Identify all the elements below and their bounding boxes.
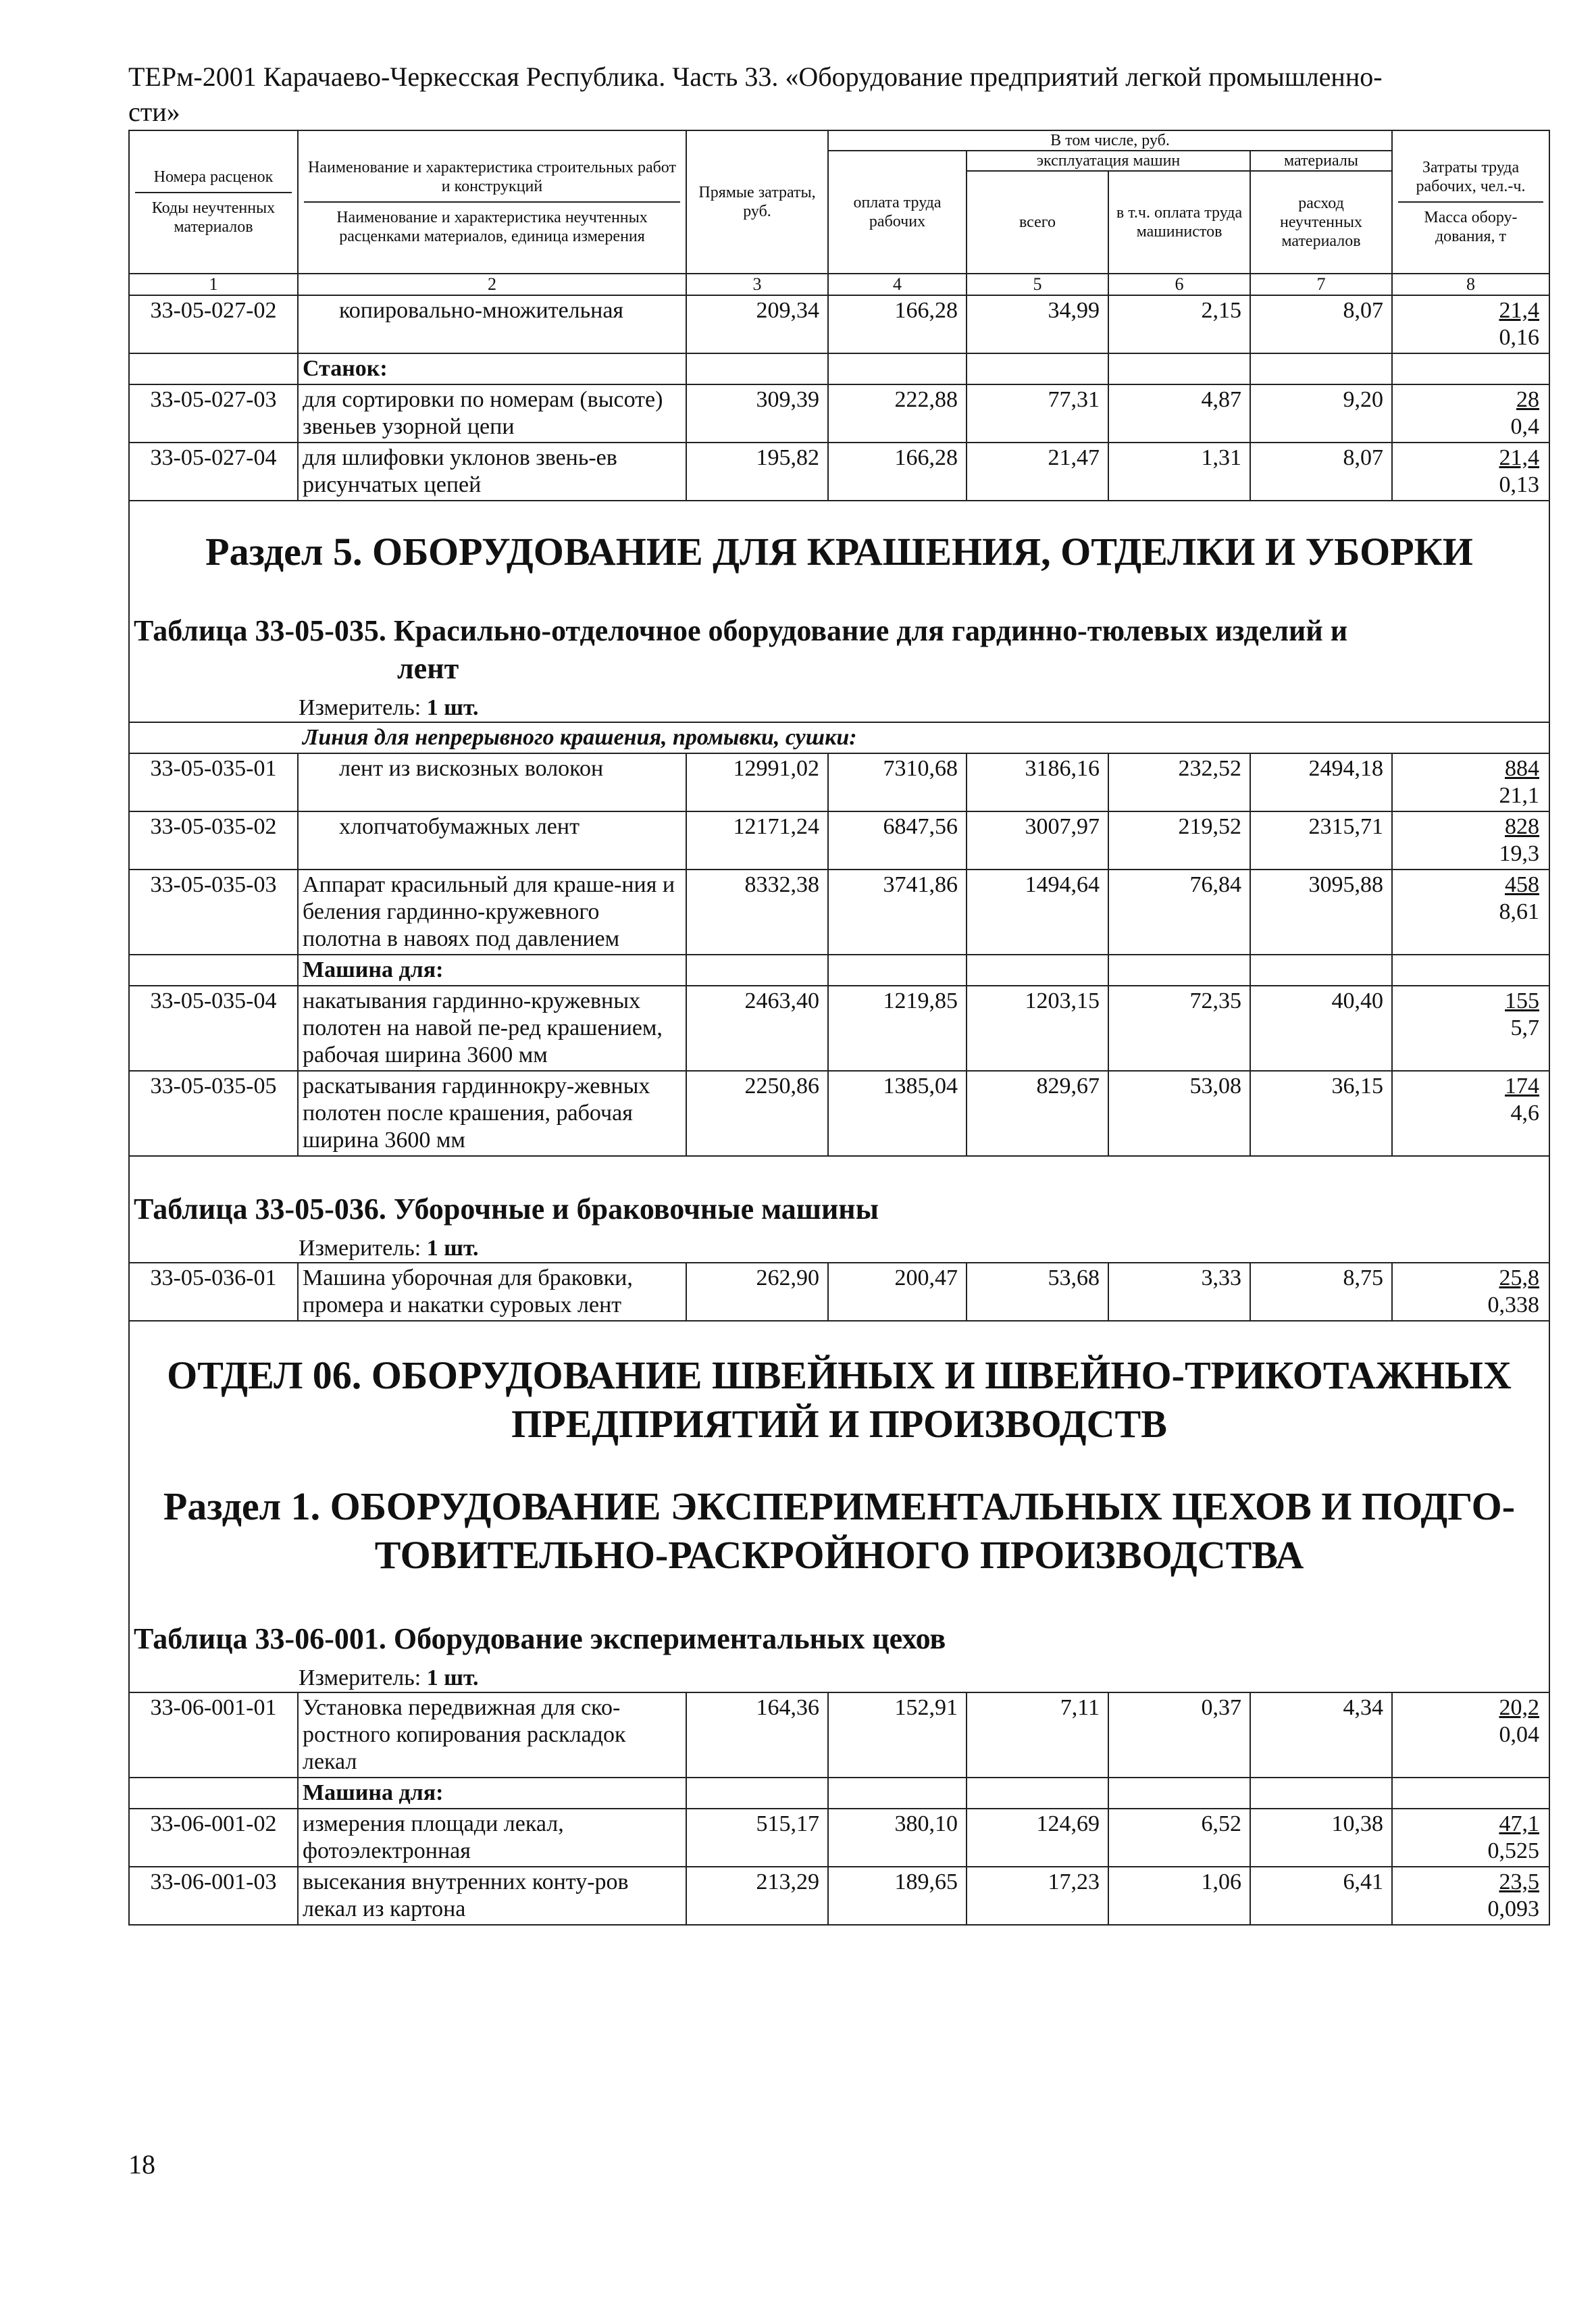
machine-total-value: 21,47 (967, 443, 1108, 501)
group-label: Станок: (298, 353, 686, 384)
direct-costs-value: 209,34 (686, 295, 828, 353)
mass-value: 0,04 (1499, 1722, 1539, 1747)
operators-pay-value: 3,33 (1108, 1263, 1250, 1321)
workers-pay-value: 222,88 (828, 384, 967, 443)
materials-value: 10,38 (1250, 1809, 1392, 1867)
mass-value: 0,13 (1499, 472, 1539, 497)
col-head-labor: Затраты труда рабочих, чел.-ч. Масса обору-дования, т (1392, 130, 1549, 274)
row-code: 33-05-035-03 (129, 870, 298, 955)
col-head-machine-use: эксплуатация машин (967, 151, 1250, 171)
table-001-title: Таблица 33-06-001. Оборудование экспериментальных цехов (134, 1622, 946, 1655)
workers-pay-value: 380,10 (828, 1809, 967, 1867)
labor-mass-cell (1392, 295, 1549, 353)
workers-pay-value: 200,47 (828, 1263, 967, 1321)
machine-total-value: 53,68 (967, 1263, 1108, 1321)
table-row (129, 811, 1549, 870)
materials-value: 2315,71 (1250, 811, 1392, 870)
col-number: 6 (1108, 274, 1250, 295)
labor-mass-cell (1392, 986, 1549, 1071)
row-code: 33-05-027-02 (129, 295, 298, 353)
materials-value: 3095,88 (1250, 870, 1392, 955)
table-row (129, 295, 1549, 353)
direct-costs-value: 8332,38 (686, 870, 828, 955)
col-head-including: В том числе, руб. (828, 130, 1392, 151)
section-row (129, 501, 1549, 722)
mass-value: 4,6 (1510, 1101, 1539, 1126)
operators-pay-value: 72,35 (1108, 986, 1250, 1071)
table-001-measure: Измеритель: 1 шт. (299, 1665, 479, 1690)
machine-total-value: 1203,15 (967, 986, 1108, 1071)
row-name: лент из вискозных волокон (298, 753, 686, 811)
direct-costs-value: 12171,24 (686, 811, 828, 870)
mass-value: 5,7 (1510, 1015, 1539, 1040)
labor-mass-cell (1392, 1692, 1549, 1778)
row-name: для сортировки по номерам (высоте) звеньев узорной цепи (298, 384, 686, 443)
mass-value: 0,525 (1487, 1838, 1539, 1863)
section-1-title: Раздел 1. ОБОРУДОВАНИЕ ЭКСПЕРИМЕНТАЛЬНЫХ ЦЕХОВ И ПОДГО-ТОВИТЕЛЬНО-РАСКРОЙНОГО ПРОИЗВОДСТВА (163, 1484, 1516, 1577)
machine-total-value: 3186,16 (967, 753, 1108, 811)
direct-costs-value: 2250,86 (686, 1071, 828, 1156)
materials-value: 36,15 (1250, 1071, 1392, 1156)
labor-mass-cell (1392, 1263, 1549, 1321)
materials-value: 4,34 (1250, 1692, 1392, 1778)
materials-value: 2494,18 (1250, 753, 1392, 811)
row-name: измерения площади лекал, фотоэлектронная (298, 1809, 686, 1867)
workers-pay-value: 7310,68 (828, 753, 967, 811)
operators-pay-value: 1,06 (1108, 1867, 1250, 1925)
document-page (128, 59, 1549, 1926)
mass-value: 21,1 (1499, 783, 1539, 808)
col-number: 3 (686, 274, 828, 295)
col-number: 5 (967, 274, 1108, 295)
materials-value: 8,75 (1250, 1263, 1392, 1321)
col-number: 2 (298, 274, 686, 295)
labor-value: 884 (1505, 756, 1539, 781)
table-row (129, 384, 1549, 443)
row-name: хлопчатобумажных лент (298, 811, 686, 870)
department-06-title: ОТДЕЛ 06. ОБОРУДОВАНИЕ ШВЕЙНЫХ И ШВЕЙНО-ТРИКОТАЖНЫХ ПРЕДПРИЯТИЙ И ПРОИЗВОДСТВ (167, 1353, 1512, 1446)
machine-total-value: 77,31 (967, 384, 1108, 443)
direct-costs-value: 515,17 (686, 1809, 828, 1867)
row-code: 33-05-035-01 (129, 753, 298, 811)
labor-mass-cell (1392, 870, 1549, 955)
workers-pay-value: 3741,86 (828, 870, 967, 955)
mass-value: 0,4 (1510, 414, 1539, 439)
labor-value: 21,4 (1499, 445, 1539, 470)
table-row (129, 1071, 1549, 1156)
machine-total-value: 3007,97 (967, 811, 1108, 870)
col-head-codes: Номера расценок Коды неучтенных материалов (129, 130, 298, 274)
group-row (129, 353, 1549, 384)
col-head-material-use: расход неучтенных материалов (1250, 171, 1392, 274)
col-number: 8 (1392, 274, 1549, 295)
operators-pay-value: 219,52 (1108, 811, 1250, 870)
section-5-title: Раздел 5. ОБОРУДОВАНИЕ ДЛЯ КРАШЕНИЯ, ОТДЕЛКИ И УБОРКИ (205, 530, 1473, 574)
labor-mass-cell (1392, 753, 1549, 811)
row-name: накатывания гардинно-кружевных полотен на навой пе-ред крашением, рабочая ширина 3600 мм (298, 986, 686, 1071)
row-code: 33-06-001-02 (129, 1809, 298, 1867)
table-row (129, 753, 1549, 811)
row-name: копировально-множительная (298, 295, 686, 353)
group-label: Линия для непрерывного крашения, промывки, сушки: (129, 722, 1549, 753)
row-code: 33-06-001-03 (129, 1867, 298, 1925)
table-035-measure: Измеритель: 1 шт. (299, 695, 479, 720)
labor-value: 155 (1505, 988, 1539, 1013)
machine-total-value: 829,67 (967, 1071, 1108, 1156)
labor-value: 25,8 (1499, 1265, 1539, 1290)
mass-value: 0,16 (1499, 325, 1539, 350)
col-head-names: Наименование и характеристика строительных работ и конструкций Наименование и характеристика неучтенных расценками материалов, единица измерения (298, 130, 686, 274)
operators-pay-value: 6,52 (1108, 1809, 1250, 1867)
row-code: 33-05-035-04 (129, 986, 298, 1071)
direct-costs-value: 213,29 (686, 1867, 828, 1925)
workers-pay-value: 166,28 (828, 295, 967, 353)
operators-pay-value: 2,15 (1108, 295, 1250, 353)
table-row (129, 1809, 1549, 1867)
materials-value: 8,07 (1250, 295, 1392, 353)
col-number: 7 (1250, 274, 1392, 295)
operators-pay-value: 53,08 (1108, 1071, 1250, 1156)
operators-pay-value: 232,52 (1108, 753, 1250, 811)
labor-value: 21,4 (1499, 298, 1539, 323)
table-row (129, 1692, 1549, 1778)
table-035-title: Таблица 33-05-035. Красильно-отделочное оборудование для гардинно-тюлевых изделий и лент (134, 614, 1348, 685)
group-row (129, 955, 1549, 986)
machine-total-value: 124,69 (967, 1809, 1108, 1867)
table-row (129, 986, 1549, 1071)
operators-pay-value: 4,87 (1108, 384, 1250, 443)
labor-value: 28 (1516, 387, 1539, 412)
group-row (129, 1778, 1549, 1809)
price-table (128, 130, 1550, 1926)
direct-costs-value: 195,82 (686, 443, 828, 501)
workers-pay-value: 189,65 (828, 1867, 967, 1925)
workers-pay-value: 1385,04 (828, 1071, 967, 1156)
table-row (129, 1867, 1549, 1925)
page-number: 18 (128, 2149, 155, 2180)
col-number: 4 (828, 274, 967, 295)
row-name: высекания внутренних конту-ров лекал из картона (298, 1867, 686, 1925)
workers-pay-value: 152,91 (828, 1692, 967, 1778)
row-code: 33-05-036-01 (129, 1263, 298, 1321)
running-header-line-1: ТЕРм-2001 Карачаево-Черкесская Республика. Часть 33. «Оборудование предприятий легкой промышленно- (128, 61, 1383, 92)
row-code: 33-05-027-04 (129, 443, 298, 501)
operators-pay-value: 1,31 (1108, 443, 1250, 501)
col-head-materials: материалы (1250, 151, 1392, 171)
materials-value: 9,20 (1250, 384, 1392, 443)
machine-total-value: 1494,64 (967, 870, 1108, 955)
operators-pay-value: 0,37 (1108, 1692, 1250, 1778)
row-name: Машина уборочная для браковки, промера и накатки суровых лент (298, 1263, 686, 1321)
table-body (129, 295, 1549, 1925)
col-head-workers-pay: оплата труда рабочих (828, 151, 967, 274)
machine-total-value: 17,23 (967, 1867, 1108, 1925)
group-label: Машина для: (298, 955, 686, 986)
labor-mass-cell (1392, 1867, 1549, 1925)
table-036-measure: Измеритель: 1 шт. (299, 1236, 479, 1261)
mass-value: 0,093 (1487, 1896, 1539, 1921)
mass-value: 0,338 (1487, 1292, 1539, 1317)
labor-mass-cell (1392, 1809, 1549, 1867)
materials-value: 40,40 (1250, 986, 1392, 1071)
table-row (129, 870, 1549, 955)
col-head-total: всего (967, 171, 1108, 274)
machine-total-value: 7,11 (967, 1692, 1108, 1778)
labor-mass-cell (1392, 1071, 1549, 1156)
labor-value: 174 (1505, 1074, 1539, 1099)
machine-total-value: 34,99 (967, 295, 1108, 353)
workers-pay-value: 6847,56 (828, 811, 967, 870)
workers-pay-value: 1219,85 (828, 986, 967, 1071)
operators-pay-value: 76,84 (1108, 870, 1250, 955)
section-row (129, 1321, 1549, 1692)
row-name: Установка передвижная для ско-ростного копирования раскладок лекал (298, 1692, 686, 1778)
table-036-title: Таблица 33-05-036. Уборочные и браковочные машины (134, 1192, 879, 1226)
labor-value: 828 (1505, 814, 1539, 839)
row-code: 33-06-001-01 (129, 1692, 298, 1778)
labor-mass-cell (1392, 811, 1549, 870)
labor-value: 47,1 (1499, 1811, 1539, 1836)
labor-value: 458 (1505, 872, 1539, 897)
row-code: 33-05-035-02 (129, 811, 298, 870)
row-name: для шлифовки уклонов звень-ев рисунчатых цепей (298, 443, 686, 501)
group-label: Машина для: (298, 1778, 686, 1809)
mass-value: 8,61 (1499, 899, 1539, 924)
col-head-direct-costs: Прямые затраты, руб. (686, 130, 828, 274)
direct-costs-value: 262,90 (686, 1263, 828, 1321)
labor-value: 23,5 (1499, 1869, 1539, 1894)
table-row (129, 1263, 1549, 1321)
col-number: 1 (129, 274, 298, 295)
row-name: раскатывания гардиннокру-жевных полотен после крашения, рабочая ширина 3600 мм (298, 1071, 686, 1156)
labor-mass-cell (1392, 384, 1549, 443)
labor-mass-cell (1392, 443, 1549, 501)
workers-pay-value: 166,28 (828, 443, 967, 501)
column-numbers-row (129, 274, 1549, 295)
running-header-line-2: сти» (128, 97, 180, 127)
row-code: 33-05-035-05 (129, 1071, 298, 1156)
table-head (129, 130, 1549, 295)
direct-costs-value: 164,36 (686, 1692, 828, 1778)
section-row (129, 1156, 1549, 1263)
row-code: 33-05-027-03 (129, 384, 298, 443)
materials-value: 8,07 (1250, 443, 1392, 501)
direct-costs-value: 2463,40 (686, 986, 828, 1071)
col-head-operators-pay: в т.ч. оплата труда машинистов (1108, 171, 1250, 274)
group-row (129, 722, 1549, 753)
row-name: Аппарат красильный для краше-ния и беления гардинно-кружевного полотна в навоях под давлением (298, 870, 686, 955)
direct-costs-value: 12991,02 (686, 753, 828, 811)
labor-value: 20,2 (1499, 1695, 1539, 1720)
mass-value: 19,3 (1499, 841, 1539, 866)
table-row (129, 443, 1549, 501)
direct-costs-value: 309,39 (686, 384, 828, 443)
materials-value: 6,41 (1250, 1867, 1392, 1925)
